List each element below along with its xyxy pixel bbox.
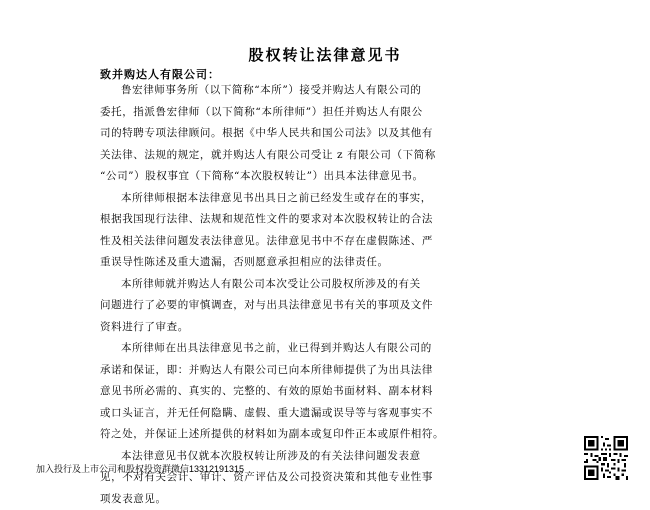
paragraph-line: “公司”）股权事宜（下简称“本次股权转让”）出具本法律意见书。 <box>100 166 555 188</box>
paragraph-line: 问题进行了必要的审慎调查，对与出具法律意见书有关的事项及文件 <box>100 295 555 317</box>
paragraph-line: 鲁宏律师事务所（以下简称“本所”）接受并购达人有限公司的 <box>100 80 555 102</box>
paragraph-line: 或口头证言，并无任何隐瞒、虚假、重大遗漏或误导等与客观事实不 <box>100 403 555 425</box>
paragraph-line: 符之处，并保证上述所提供的材料如为副本或复印件正本或原件相符。 <box>100 424 555 446</box>
paragraph-line: 资料进行了审查。 <box>100 317 555 339</box>
paragraph-line: 重误导性陈述及重大遗漏，否则愿意承担相应的法律责任。 <box>100 252 555 274</box>
paragraph-line: 本所律师就并购达人有限公司本次受让公司股权所涉及的有关 <box>100 274 555 296</box>
paragraph-line: 关法律、法规的规定，就并购达人有限公司受让 z 有限公司（下简称 <box>100 145 555 167</box>
paragraph <box>100 80 555 188</box>
paragraph-line: 性及相关法律问题发表法律意见。法律意见书中不存在虚假陈述、严 <box>100 231 555 253</box>
paragraph <box>100 188 555 274</box>
paragraph-line: 本所律师根据本法律意见书出具日之前已经发生或存在的事实， <box>100 188 555 210</box>
paragraph-line: 司的特聘专项法律顾问。根据《中华人民共和国公司法》以及其他有 <box>100 123 555 145</box>
paragraph <box>100 274 555 339</box>
paragraph-line: 意见书所必需的、真实的、完整的、有效的原始书面材料、副本材料 <box>100 381 555 403</box>
footer-wechat-note: 加入投行及上市公司和股权投资群微信13312191315 <box>36 462 244 475</box>
document-body <box>100 80 555 510</box>
paragraph-line: 项发表意见。 <box>100 489 555 510</box>
addressee-line: 致并购达人有限公司： <box>100 66 220 82</box>
document-title: 股权转让法律意见书 <box>0 44 650 65</box>
paragraph-line: 本所律师在出具法律意见书之前，业已得到并购达人有限公司的 <box>100 338 555 360</box>
paragraph-line: 委托，指派鲁宏律师（以下简称“本所律师”）担任并购达人有限公 <box>100 102 555 124</box>
paragraph-line: 本法律意见书仅就本次股权转让所涉及的有关法律问题发表意 <box>100 446 555 468</box>
paragraph <box>100 338 555 446</box>
paragraph-line: 见，不对有关会计、审计、资产评估及公司投资决策和其他专业性事 <box>100 467 555 489</box>
paragraph-line: 根据我国现行法律、法规和规范性文件的要求对本次股权转让的合法 <box>100 209 555 231</box>
paragraph-line: 承诺和保证，即：并购达人有限公司已向本所律师提供了为出具法律 <box>100 360 555 382</box>
qr-code-icon <box>584 436 628 480</box>
paragraph <box>100 446 555 510</box>
